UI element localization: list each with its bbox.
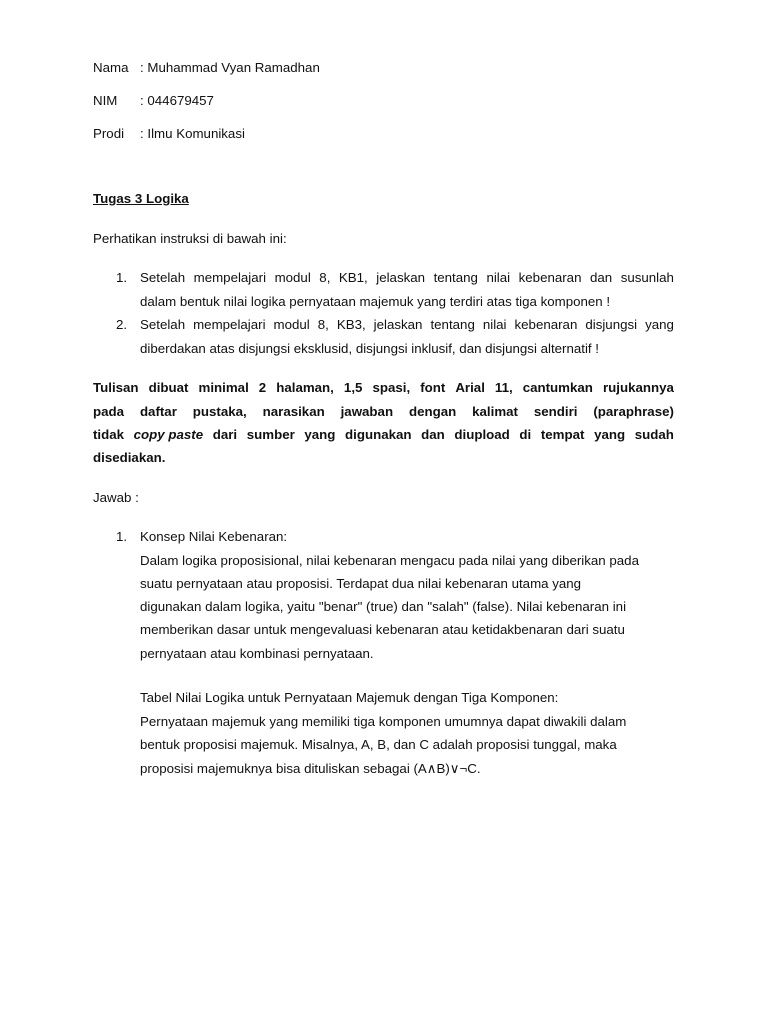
word: dengan xyxy=(408,404,457,419)
word: di xyxy=(519,427,532,442)
word: tentang xyxy=(433,270,478,285)
note-line4: disediakan. xyxy=(93,450,166,465)
word: Setelah xyxy=(140,270,186,285)
word: kebenaran xyxy=(514,317,578,332)
document-title: Tugas 3 Logika xyxy=(93,191,189,206)
note-line3-before: tidak xyxy=(93,427,125,442)
word: digunakan xyxy=(345,427,412,442)
word: daftar xyxy=(139,404,177,419)
word: susunlah xyxy=(620,270,674,285)
word: modul xyxy=(274,270,311,285)
word: jelaskan xyxy=(376,270,426,285)
note-line2 xyxy=(93,404,674,420)
nama-value: : Muhammad Vyan Ramadhan xyxy=(140,60,320,75)
paragraph2-line: bentuk proposisi majemuk. Misalnya, A, B, dan C adalah proposisi tunggal, maka xyxy=(140,737,617,752)
paragraph1-line: digunakan dalam logika, yaitu "benar" (true) dan "salah" (false). Nilai kebenaran ini xyxy=(140,599,627,614)
word: yang xyxy=(304,427,336,442)
word: diupload xyxy=(454,427,510,442)
word: sumber xyxy=(246,427,295,442)
nim-label: NIM xyxy=(93,93,118,108)
note-line3 xyxy=(93,427,674,443)
instruction-1-line2: dalam bentuk nilai logika pernyataan majemuk yang terdiri atas tiga komponen ! xyxy=(140,294,611,309)
word: yang xyxy=(645,317,674,332)
word: dan xyxy=(589,270,613,285)
word: jawaban xyxy=(340,404,394,419)
instruction-1-number: 1. xyxy=(116,270,128,285)
word: 1,5 xyxy=(343,380,363,395)
note-line1 xyxy=(93,380,674,396)
word: nilai xyxy=(482,317,507,332)
answer-1-heading: Konsep Nilai Kebenaran: xyxy=(140,529,288,544)
nim-value: : 044679457 xyxy=(140,93,214,108)
word: pustaka, xyxy=(192,404,247,419)
prodi-value: : Ilmu Komunikasi xyxy=(140,126,245,141)
word: kalimat xyxy=(472,404,518,419)
paragraph1-line: Dalam logika proposisional, nilai kebenaran mengacu pada nilai yang diberikan pada xyxy=(140,553,639,568)
word: minimal xyxy=(198,380,249,395)
note-line3-italic: copy paste xyxy=(133,427,204,442)
word: jelaskan xyxy=(373,317,423,332)
word: pada xyxy=(93,404,125,419)
word: mempelajari xyxy=(193,270,267,285)
word: KB3, xyxy=(336,317,366,332)
instruction-2-line2: diberdakan atas disjungsi eksklusid, disjungsi inklusif, dan disjungsi alternatif ! xyxy=(140,341,599,356)
word: 8, xyxy=(317,317,329,332)
word: sendiri xyxy=(533,404,578,419)
word: font xyxy=(420,380,446,395)
paragraph1-line: memberikan dasar untuk mengevaluasi kebenaran atau ketidakbenaran dari suatu xyxy=(140,622,625,637)
word: KB1, xyxy=(338,270,368,285)
intro-text: Perhatikan instruksi di bawah ini: xyxy=(93,231,287,246)
word: mempelajari xyxy=(193,317,266,332)
word: (paraphrase) xyxy=(593,404,674,419)
word: 2 xyxy=(258,380,267,395)
instruction-2-line1 xyxy=(140,317,674,333)
paragraph1-line: pernyataan atau kombinasi pernyataan. xyxy=(140,646,374,661)
word: sudah xyxy=(634,427,674,442)
paragraph2-line: proposisi majemuknya bisa dituliskan sebagai (A∧B)∨¬C. xyxy=(140,761,481,776)
word: cantumkan xyxy=(522,380,593,395)
nama-label: Nama xyxy=(93,60,129,75)
word: narasikan xyxy=(262,404,325,419)
word: Arial xyxy=(455,380,485,395)
word: yang xyxy=(594,427,626,442)
word: 8, xyxy=(319,270,331,285)
word: tentang xyxy=(430,317,475,332)
table-subheading: Tabel Nilai Logika untuk Pernyataan Majemuk dengan Tiga Komponen: xyxy=(140,690,559,705)
word: disjungsi xyxy=(585,317,638,332)
word: tempat xyxy=(540,427,585,442)
instruction-2-number: 2. xyxy=(116,317,128,332)
word: dibuat xyxy=(148,380,189,395)
answer-1-number: 1. xyxy=(116,529,128,544)
word: nilai xyxy=(486,270,511,285)
paragraph1-line: suatu pernyataan atau proposisi. Terdapat dua nilai kebenaran utama yang xyxy=(140,576,582,591)
word: halaman, xyxy=(276,380,334,395)
word: spasi, xyxy=(372,380,411,395)
instruction-1-line1 xyxy=(140,270,674,286)
word: 11, xyxy=(494,380,513,395)
paragraph2-line: Pernyataan majemuk yang memiliki tiga komponen umumnya dapat diwakili dalam xyxy=(140,714,627,729)
word: Setelah xyxy=(140,317,186,332)
word: kebenaran xyxy=(518,270,582,285)
word: modul xyxy=(273,317,310,332)
answer-label: Jawab : xyxy=(93,490,139,505)
prodi-label: Prodi xyxy=(93,126,125,141)
word: Tulisan xyxy=(93,380,139,395)
word: dan xyxy=(421,427,445,442)
word: rujukannya xyxy=(602,380,674,395)
word: dari xyxy=(212,427,238,442)
